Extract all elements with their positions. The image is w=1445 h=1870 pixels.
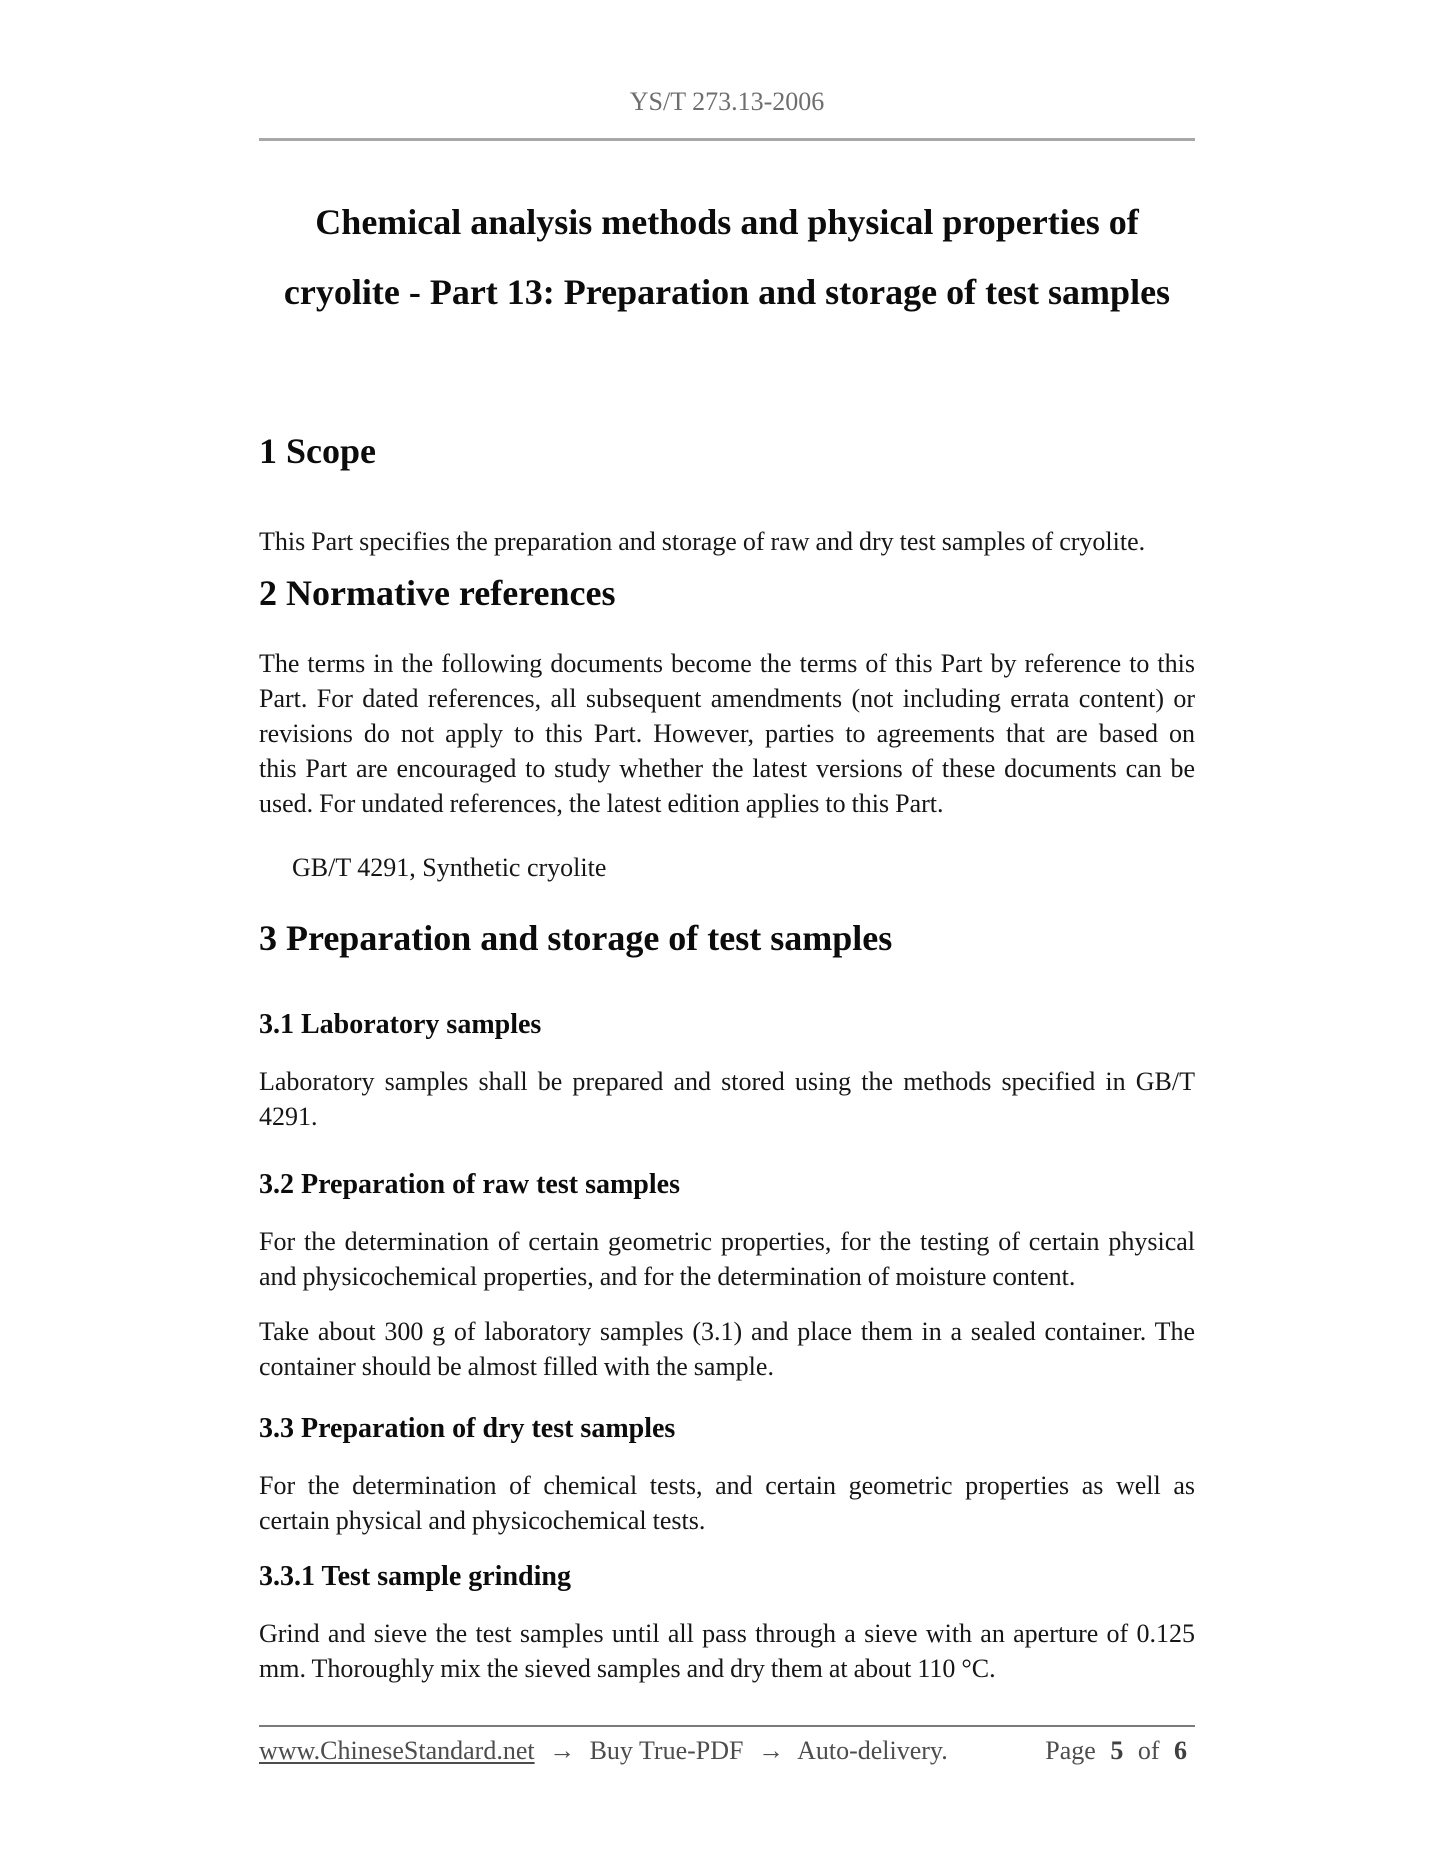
laboratory-samples-paragraph	[259, 1064, 1195, 1134]
section-3-1-heading: 3.1 Laboratory samples	[259, 1009, 542, 1040]
footer-divider-line	[259, 1725, 1195, 1727]
raw-test-samples-paragraph-1	[259, 1224, 1195, 1294]
section-3-3-1-heading: 3.3.1 Test sample grinding	[259, 1561, 571, 1592]
text-line: and physicochemical properties, and for the determination of moisture content.	[259, 1262, 1076, 1291]
arrow-right-icon: →	[758, 1736, 784, 1765]
total-page-number: 6	[1174, 1736, 1187, 1765]
test-sample-grinding-paragraph	[259, 1616, 1195, 1686]
current-page-number: 5	[1110, 1736, 1124, 1765]
text-line: Take about 300 g of laboratory samples (3.1) and place them in a sealed container. The	[259, 1317, 1195, 1346]
section-3-preparation-heading: 3 Preparation and storage of test samples	[259, 918, 893, 958]
text-line: This Part specifies the preparation and storage of raw and dry test samples of cryolite.	[259, 527, 1146, 556]
text-line: this Part are encouraged to study whether the latest versions of these documents can be	[259, 754, 1195, 783]
text-line: certain physical and physicochemical tests.	[259, 1506, 706, 1535]
page-label: Page	[1045, 1736, 1096, 1765]
buy-true-pdf-label: Buy True-PDF	[589, 1736, 744, 1765]
page-number-indicator	[1045, 1734, 1195, 1768]
standard-code-header: YS/T 273.13-2006	[629, 87, 825, 116]
gbt-4291-reference: GB/T 4291, Synthetic cryolite	[292, 853, 607, 882]
section-1-scope-heading: 1 Scope	[259, 431, 376, 471]
document-title-line-1: Chemical analysis methods and physical properties of	[315, 202, 1139, 242]
text-line: mm. Thoroughly mix the sieved samples and dry them at about 110 °C.	[259, 1654, 996, 1683]
text-line: Part. For dated references, all subsequent amendments (not including errata content) or	[259, 684, 1195, 713]
dry-test-samples-paragraph	[259, 1468, 1195, 1538]
document-title-line-2: cryolite - Part 13: Preparation and storage of test samples	[283, 272, 1171, 312]
scope-paragraph	[259, 524, 1195, 559]
section-2-normative-references-heading: 2 Normative references	[259, 573, 616, 613]
text-line: revisions do not apply to this Part. However, parties to agreements that are based on	[259, 719, 1195, 748]
raw-test-samples-paragraph-2	[259, 1314, 1195, 1384]
text-line: used. For undated references, the latest edition applies to this Part.	[259, 789, 944, 818]
page-footer	[259, 1734, 1195, 1768]
normative-references-paragraph	[259, 646, 1195, 821]
text-line: Laboratory samples shall be prepared and stored using the methods specified in GB/T	[259, 1067, 1195, 1096]
text-line: For the determination of certain geometric properties, for the testing of certain physical	[259, 1227, 1195, 1256]
text-line: container should be almost filled with the sample.	[259, 1352, 774, 1381]
auto-delivery-label: Auto-delivery.	[797, 1736, 948, 1765]
of-label: of	[1137, 1736, 1160, 1765]
chinesestandard-link[interactable]: www.ChineseStandard.net	[259, 1736, 535, 1765]
section-3-3-heading: 3.3 Preparation of dry test samples	[259, 1413, 676, 1444]
text-line: Grind and sieve the test samples until all pass through a sieve with an aperture of 0.125	[259, 1619, 1195, 1648]
header-divider-line	[259, 138, 1195, 141]
arrow-right-icon: →	[549, 1736, 576, 1765]
text-line: 4291.	[259, 1102, 318, 1131]
text-line: The terms in the following documents become the terms of this Part by reference to this	[259, 649, 1195, 678]
footer-left-text	[259, 1734, 948, 1768]
text-line: For the determination of chemical tests, and certain geometric properties as well as	[259, 1471, 1195, 1500]
section-3-2-heading: 3.2 Preparation of raw test samples	[259, 1169, 680, 1200]
